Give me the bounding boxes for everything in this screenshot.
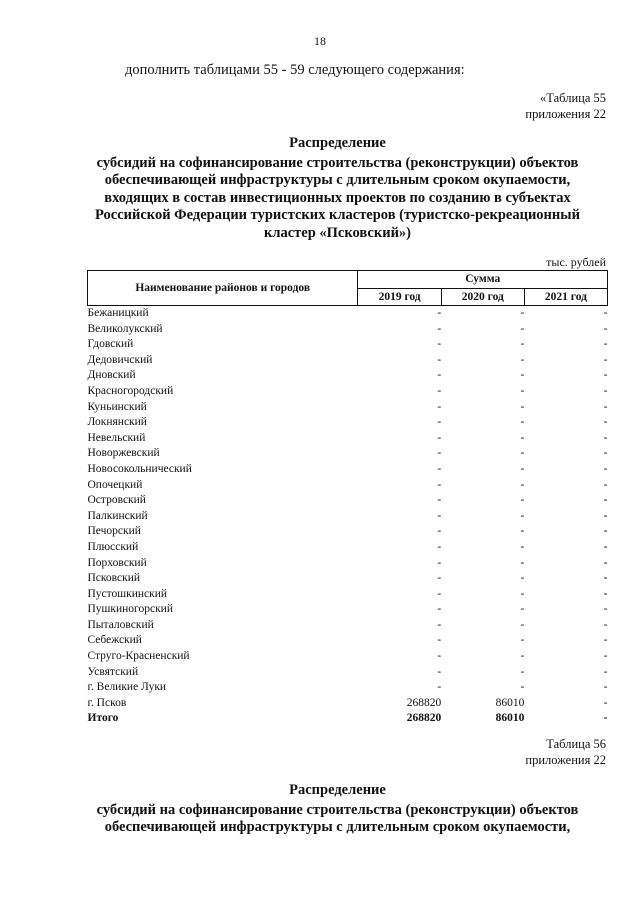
row-name: Невельский bbox=[87, 431, 146, 444]
row-value: - bbox=[520, 603, 525, 616]
row-value: - bbox=[603, 478, 608, 491]
table-row bbox=[88, 618, 608, 634]
row-value: - bbox=[437, 587, 442, 600]
row-value: 86010 bbox=[495, 712, 525, 725]
table-row bbox=[88, 540, 608, 556]
row-value: - bbox=[437, 400, 442, 413]
row-value: - bbox=[603, 603, 608, 616]
table-row bbox=[88, 322, 608, 338]
row-value: - bbox=[603, 494, 608, 507]
row-value: - bbox=[520, 572, 525, 585]
row-value: - bbox=[520, 556, 525, 569]
column-header-name: Наименование районов и городов bbox=[88, 271, 358, 306]
row-name: Островский bbox=[87, 494, 146, 507]
row-value: 268820 bbox=[406, 696, 442, 709]
heading-line: субсидий на софинансирование строительства (реконструкции) объектов bbox=[96, 154, 579, 171]
heading-title: Распределение bbox=[289, 135, 386, 151]
row-name: Струго-Красненский bbox=[87, 650, 190, 663]
table-row bbox=[88, 556, 608, 572]
row-value: - bbox=[603, 462, 608, 475]
row-value: - bbox=[437, 478, 442, 491]
table-55-label: «Таблица 55 bbox=[540, 91, 606, 105]
row-value: - bbox=[520, 447, 525, 460]
row-value: - bbox=[437, 384, 442, 397]
row-name: Печорский bbox=[87, 525, 141, 538]
row-value: - bbox=[437, 431, 442, 444]
table-row bbox=[88, 509, 608, 525]
column-header-sum: Сумма bbox=[358, 271, 608, 289]
row-name: Плюсский bbox=[87, 540, 139, 553]
row-value: - bbox=[437, 540, 442, 553]
row-value: - bbox=[437, 338, 442, 351]
row-value: - bbox=[437, 665, 442, 678]
row-value: - bbox=[603, 447, 608, 460]
table-56-appendix: приложения 22 bbox=[525, 753, 606, 767]
table-55-heading bbox=[70, 135, 605, 242]
row-value: - bbox=[603, 338, 608, 351]
subsidy-table bbox=[87, 270, 608, 727]
table-row bbox=[88, 493, 608, 509]
table-row bbox=[88, 384, 608, 400]
heading-line: входящих в состав инвестиционных проектов по созданию в субъектах bbox=[104, 189, 571, 206]
row-value: - bbox=[437, 681, 442, 694]
row-value: - bbox=[520, 307, 525, 319]
total-row bbox=[88, 711, 608, 727]
row-value: - bbox=[437, 462, 442, 475]
row-name: Пустошкинский bbox=[87, 587, 168, 600]
row-value: - bbox=[520, 400, 525, 413]
row-value: - bbox=[437, 634, 442, 647]
row-value: - bbox=[520, 665, 525, 678]
row-value: - bbox=[437, 572, 442, 585]
heading-line: кластер «Псковский») bbox=[263, 224, 412, 241]
table-body bbox=[88, 306, 608, 728]
table-row bbox=[88, 337, 608, 353]
row-value: - bbox=[603, 307, 608, 319]
row-value: - bbox=[520, 618, 525, 631]
table-row bbox=[88, 649, 608, 665]
row-value: - bbox=[520, 462, 525, 475]
row-name: Псковский bbox=[87, 572, 141, 585]
row-value: - bbox=[603, 618, 608, 631]
row-value: - bbox=[520, 353, 525, 366]
table-55-appendix: приложения 22 bbox=[525, 107, 606, 121]
table-row bbox=[88, 462, 608, 478]
row-value: - bbox=[603, 400, 608, 413]
row-value: - bbox=[520, 587, 525, 600]
table-56-reference bbox=[525, 736, 606, 768]
row-value: - bbox=[520, 322, 525, 335]
row-value: - bbox=[437, 307, 442, 319]
row-value: - bbox=[520, 478, 525, 491]
row-value: - bbox=[437, 603, 442, 616]
row-name: Дедовичский bbox=[87, 353, 153, 366]
row-name: Красногородский bbox=[87, 384, 174, 397]
row-value: - bbox=[437, 369, 442, 382]
row-value: - bbox=[603, 322, 608, 335]
row-value: - bbox=[520, 509, 525, 522]
table-55-reference bbox=[525, 90, 606, 122]
row-value: - bbox=[437, 650, 442, 663]
row-name: Пушкиногорский bbox=[87, 603, 173, 616]
row-value: 86010 bbox=[495, 696, 525, 709]
row-value: - bbox=[603, 353, 608, 366]
row-value: - bbox=[603, 712, 608, 725]
row-value: - bbox=[437, 416, 442, 429]
row-value: 268820 bbox=[406, 712, 442, 725]
column-header-2019: 2019 год bbox=[358, 288, 441, 306]
table-row bbox=[88, 415, 608, 431]
row-name: Новоржевский bbox=[87, 447, 160, 460]
row-value: - bbox=[520, 369, 525, 382]
row-value: - bbox=[520, 431, 525, 444]
row-name: Опочецкий bbox=[87, 478, 143, 491]
row-value: - bbox=[520, 650, 525, 663]
row-value: - bbox=[520, 525, 525, 538]
row-name: Великолукский bbox=[87, 322, 163, 335]
table-row bbox=[88, 306, 608, 322]
row-name: Гдовский bbox=[87, 338, 134, 351]
row-value: - bbox=[603, 525, 608, 538]
page-number: 18 bbox=[314, 34, 326, 48]
table-56-heading bbox=[70, 782, 605, 837]
table-row bbox=[88, 665, 608, 681]
row-value: - bbox=[603, 431, 608, 444]
row-value: - bbox=[603, 572, 608, 585]
row-value: - bbox=[437, 618, 442, 631]
row-value: - bbox=[603, 384, 608, 397]
row-name: Бежаницкий bbox=[87, 307, 149, 319]
table-row bbox=[88, 587, 608, 603]
table-row bbox=[88, 353, 608, 369]
row-value: - bbox=[603, 509, 608, 522]
row-name: Усвятский bbox=[87, 665, 139, 678]
heading-title: Распределение bbox=[289, 782, 386, 798]
row-value: - bbox=[603, 369, 608, 382]
row-value: - bbox=[520, 540, 525, 553]
row-value: - bbox=[437, 525, 442, 538]
table-row bbox=[88, 696, 608, 712]
row-value: - bbox=[603, 650, 608, 663]
table-row bbox=[88, 478, 608, 494]
row-value: - bbox=[437, 322, 442, 335]
table-row bbox=[88, 446, 608, 462]
row-value: - bbox=[437, 494, 442, 507]
row-value: - bbox=[520, 338, 525, 351]
row-name: Палкинский bbox=[87, 509, 148, 522]
row-name: г. Псков bbox=[87, 696, 127, 709]
table-row bbox=[88, 680, 608, 696]
table-row bbox=[88, 571, 608, 587]
row-value: - bbox=[437, 447, 442, 460]
row-value: - bbox=[437, 509, 442, 522]
table-row bbox=[88, 400, 608, 416]
row-name: Куньинский bbox=[87, 400, 147, 413]
heading-line: Российской Федерации туристских кластеров (туристско-рекреационный bbox=[95, 207, 580, 223]
column-header-2020: 2020 год bbox=[441, 288, 524, 306]
heading-line: обеспечивающей инфраструктуры с длительным сроком окупаемости, bbox=[104, 172, 571, 188]
row-name: Порховский bbox=[87, 556, 147, 569]
column-header-2021: 2021 год bbox=[524, 288, 607, 306]
heading-line: обеспечивающей инфраструктуры с длительным сроком окупаемости, bbox=[104, 819, 571, 835]
row-name: Пыталовский bbox=[87, 618, 154, 631]
row-value: - bbox=[603, 556, 608, 569]
row-value: - bbox=[520, 416, 525, 429]
row-name: Новосокольнический bbox=[87, 462, 192, 475]
row-value: - bbox=[520, 384, 525, 397]
row-value: - bbox=[603, 681, 608, 694]
row-value: - bbox=[603, 634, 608, 647]
table-row bbox=[88, 431, 608, 447]
row-value: - bbox=[603, 665, 608, 678]
row-value: - bbox=[437, 556, 442, 569]
intro-text: дополнить таблицами 55 - 59 следующего содержания: bbox=[125, 62, 465, 78]
table-row bbox=[88, 602, 608, 618]
row-value: - bbox=[603, 416, 608, 429]
row-name: Итого bbox=[87, 712, 119, 725]
row-name: Дновский bbox=[87, 369, 136, 382]
units-label: тыс. рублей bbox=[546, 255, 606, 269]
row-name: г. Великие Луки bbox=[87, 681, 167, 694]
row-value: - bbox=[603, 696, 608, 709]
table-56-label: Таблица 56 bbox=[546, 737, 606, 751]
row-value: - bbox=[520, 634, 525, 647]
row-name: Локнянский bbox=[87, 416, 147, 429]
row-name: Себежский bbox=[87, 634, 142, 647]
table-row bbox=[88, 524, 608, 540]
row-value: - bbox=[603, 540, 608, 553]
row-value: - bbox=[437, 353, 442, 366]
table-row bbox=[88, 633, 608, 649]
table-row bbox=[88, 368, 608, 384]
row-value: - bbox=[520, 681, 525, 694]
row-value: - bbox=[520, 494, 525, 507]
row-value: - bbox=[603, 587, 608, 600]
heading-line: субсидий на софинансирование строительства (реконструкции) объектов bbox=[96, 801, 579, 818]
